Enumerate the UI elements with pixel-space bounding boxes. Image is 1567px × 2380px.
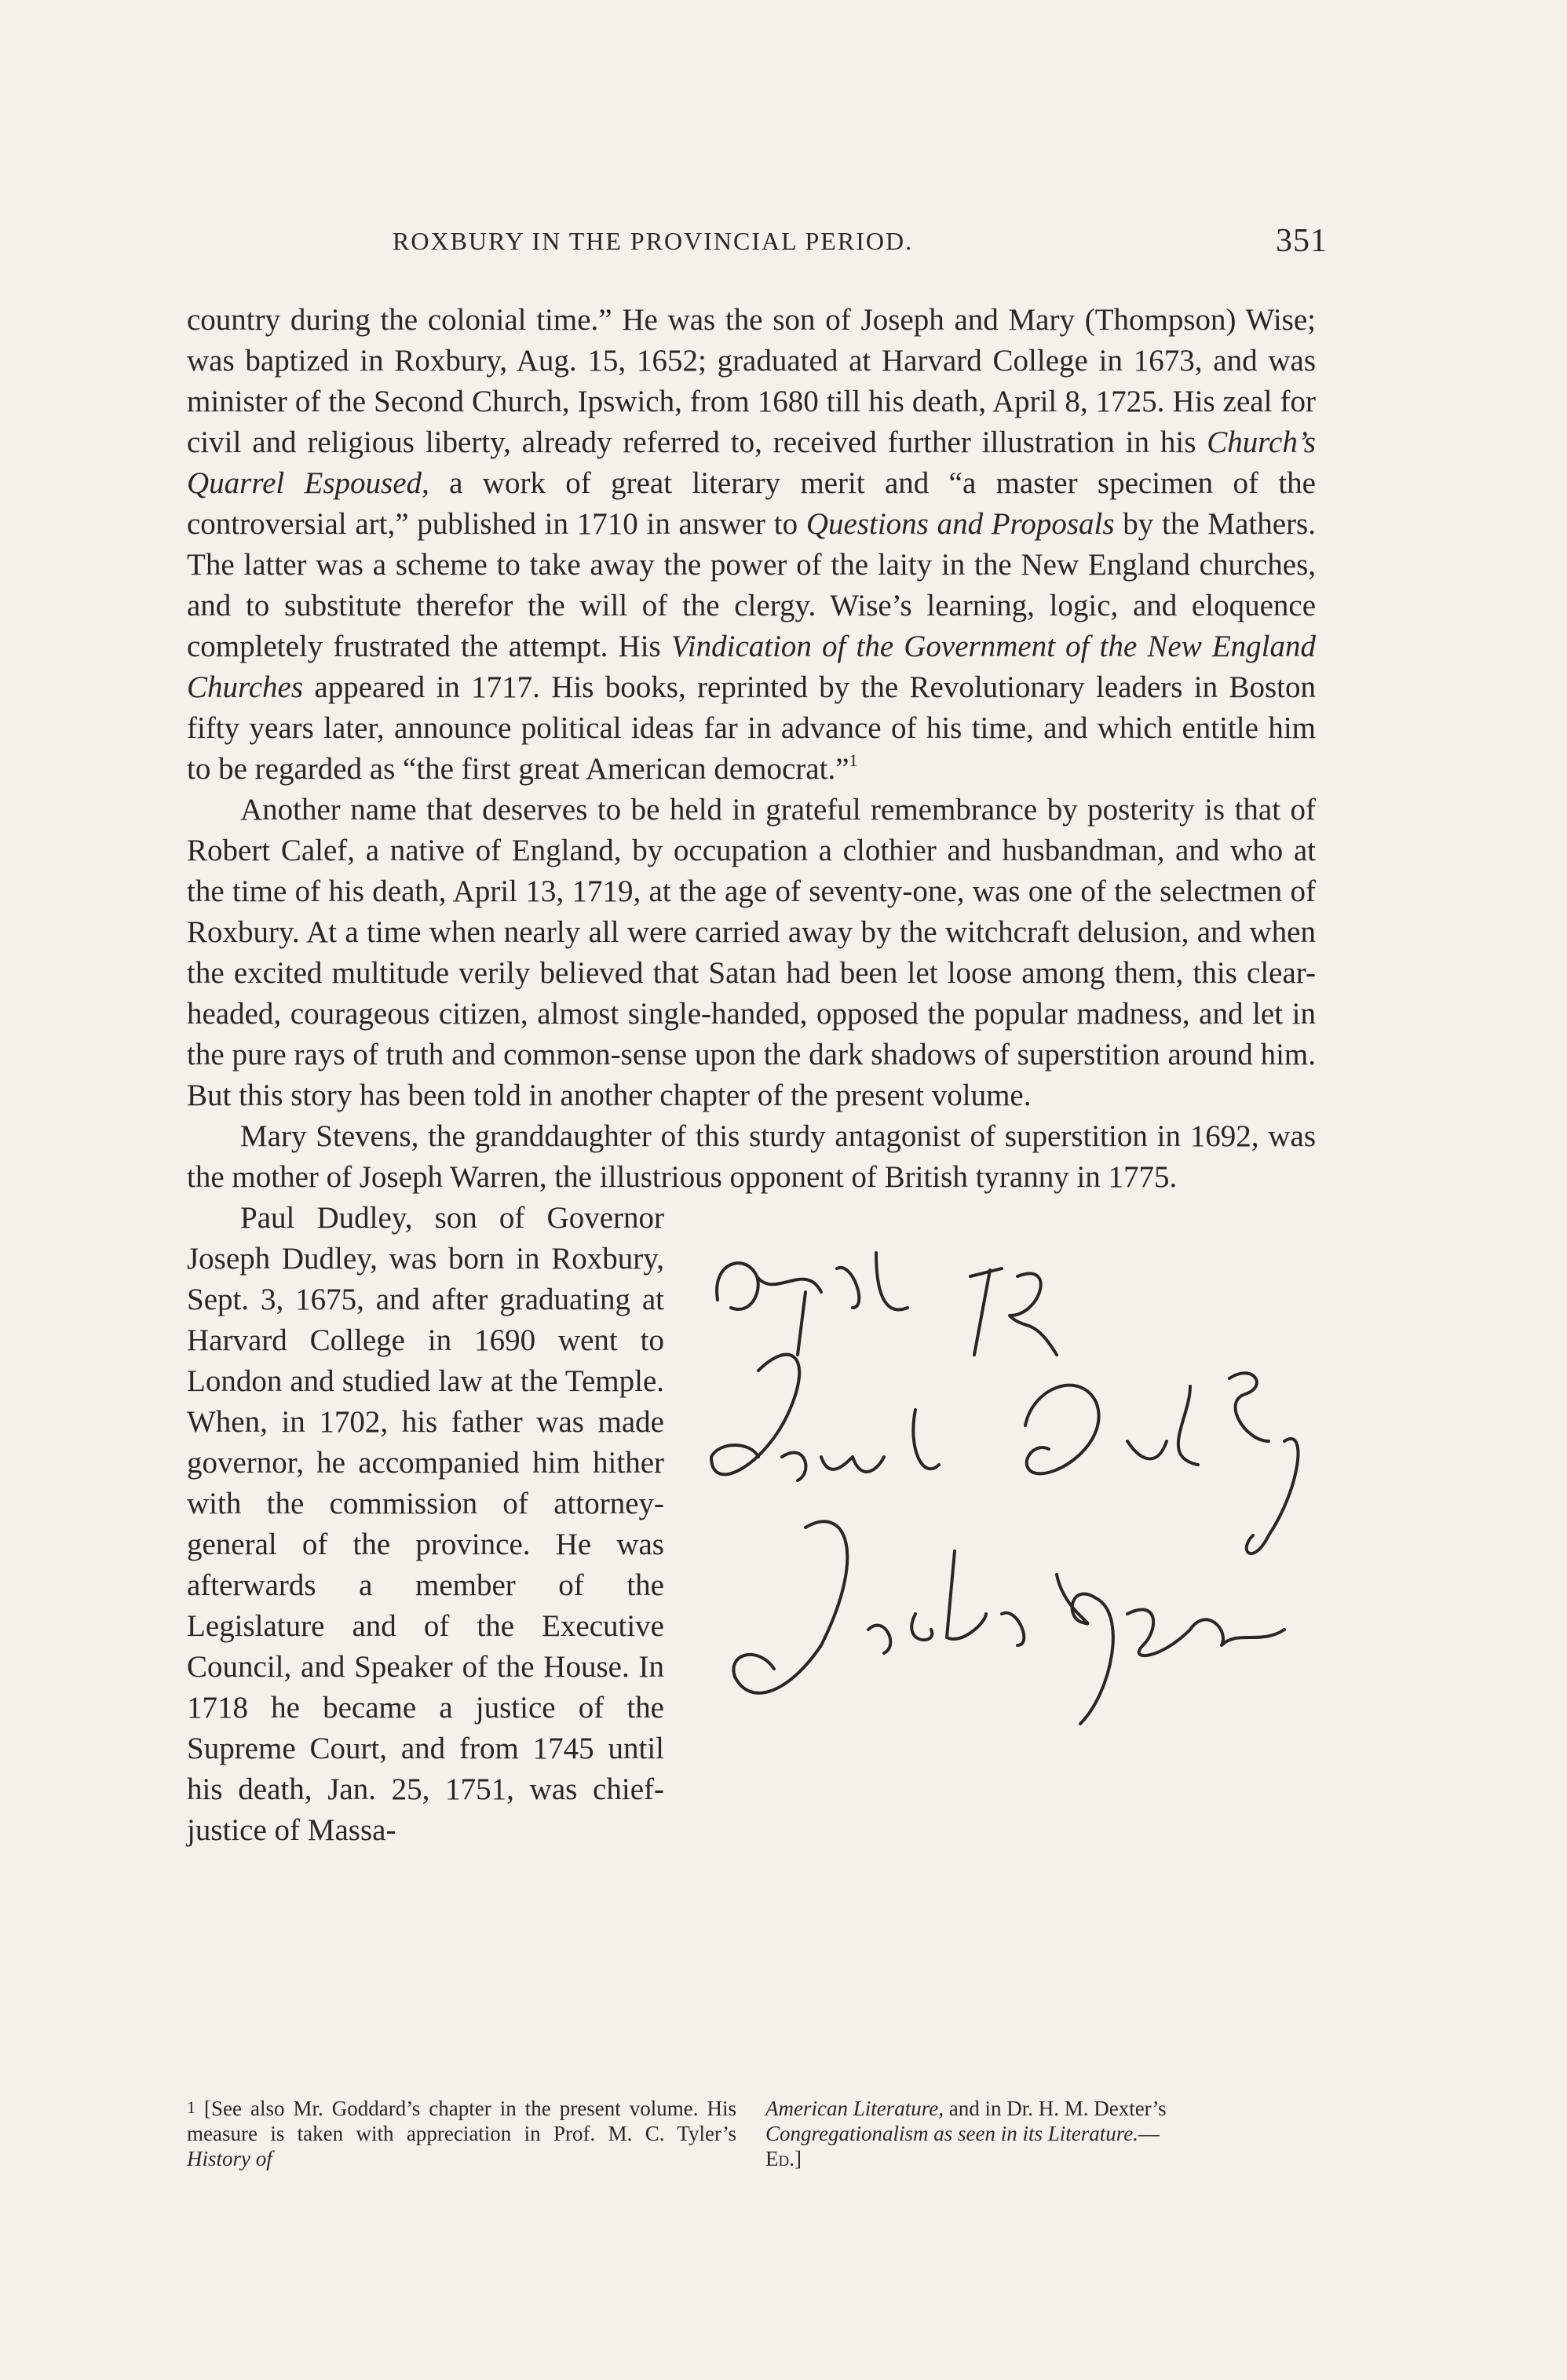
paragraph-wise xyxy=(187,300,1316,790)
text-run: by the Mathers. The latter was a scheme to take away the power of the laity in the New England churches, and to substitute therefor the will of the clergy. Wise’s learning, logic, and eloquence completely frustrated the attempt. His xyxy=(187,507,1316,663)
text-run: country during the colonial time.” He was the son of Joseph and Mary (Thompson) Wise; was baptized in Roxbury, Aug. 15, 1652; graduated at Harvard College in 1673, and was minister of the Second Church, Ipswich, from 1680 till his death, April 8, 1725. His zeal for civil and religious liberty, already referred to, received further illustration in his xyxy=(187,303,1316,459)
text-run: Paul Dudley, son of Governor Joseph Dudley, was born in Roxbury, Sept. 3, 1675, and after graduating at Harvard College in 1690 went to London and studied law at the Temple. When, in 1702, his father was made governor, he accompanied him hither with the commission of attorney-general of the province. He was afterwards a member of the Legislature and of the Executive Council, and Speaker of the House. In 1718 he became a justice of the Supreme Court, and from 1745 until his death, Jan. 25, 1751, was chief-justice of Massa- xyxy=(187,1201,664,1847)
footnote-title: Congregationalism as seen in its Literature. xyxy=(765,2122,1139,2145)
book-title: Questions and Proposals xyxy=(805,507,1115,541)
text-run: a work of great literary merit and “a master specimen of the controversial art,” published in 1710 in answer to xyxy=(187,466,1316,541)
footnote-text: — xyxy=(1138,2122,1160,2145)
footnote-right-column xyxy=(765,2096,1315,2171)
signature-caption: April 1718 xyxy=(735,1771,739,1772)
footnote-left-column xyxy=(187,2096,736,2171)
footnote-text: and in Dr. H. M. Dexter’s xyxy=(943,2097,1167,2120)
signature-block xyxy=(688,1206,1316,2101)
paragraph-stevens: Mary Stevens, the granddaughter of this sturdy antagonist of superstition in 1692, was the mother of Joseph Warren, the illustrious opponent of British tyranny in 1775. xyxy=(187,1119,1316,1194)
footnote-marker: 1 xyxy=(187,2097,195,2117)
text-run: appeared in 1717. His books, reprinted by the Revolutionary leaders in Boston fifty years later, announce political ideas far in advance of his time, and which entitle him to be regarded as “the first great American democrat.” xyxy=(187,670,1316,786)
paragraph-dudley xyxy=(187,1198,1316,1851)
page-number: 351 xyxy=(1276,223,1328,259)
book-title: Vindication of the Government of the New England Churches xyxy=(187,630,1316,704)
paul-dudley-signature xyxy=(688,1206,1316,2101)
running-title: ROXBURY IN THE PROVINCIAL PERIOD. xyxy=(393,227,914,255)
signature-caption: Justice of peace xyxy=(735,1802,740,1803)
footnote-text: [See also Mr. Goddard’s chapter in the present volume. His measure is taken with appreciation in Prof. M. C. Tyler’s xyxy=(187,2097,736,2145)
footnote-title: American Literature, xyxy=(765,2097,944,2120)
body-text xyxy=(187,300,1316,2107)
paragraph-calef: Another name that deserves to be held in grateful remembrance by posterity is that of Robert Calef, a native of England, by occupation a clothier and husbandman, and who at the time of his death, April 13, 1719, at the age of seventy-one, was one of the selectmen of Roxbury. At a time when nearly all were carried away by the witchcraft delusion, and when the excited multitude verily believed that Satan had been let loose among them, this clear-headed, courageous citizen, almost single-handed, opposed the popular madness, and let in the pure rays of truth and common-sense upon the dark shadows of superstition around him. But this story has been told in another chapter of the present volume. xyxy=(187,793,1316,1112)
running-header xyxy=(393,221,1335,261)
footnote-title: History of xyxy=(187,2147,272,2170)
footnote-ref: 1 xyxy=(849,750,858,770)
footnote-editor: Ed.] xyxy=(765,2147,802,2170)
book-title: Church’s Quarrel Espoused, xyxy=(187,425,1316,500)
